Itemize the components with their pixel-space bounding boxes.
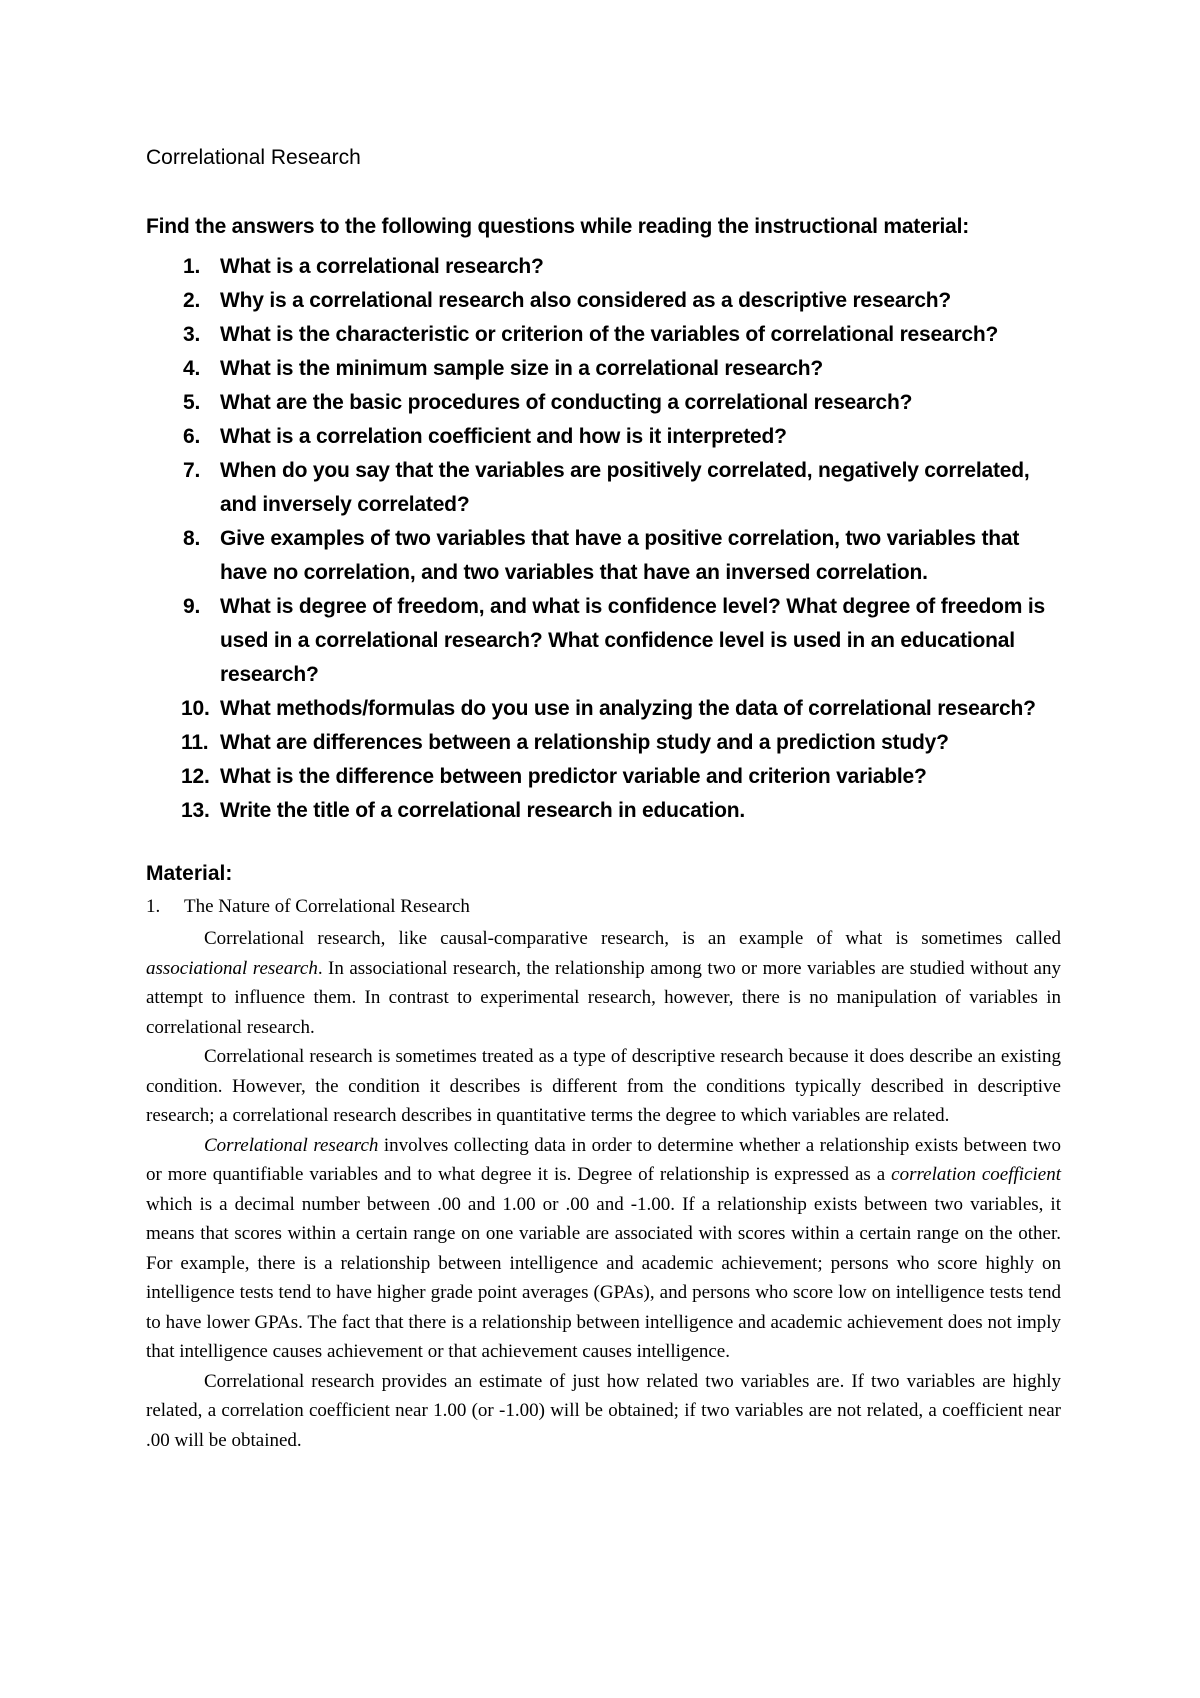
list-item-number: 6. bbox=[183, 425, 201, 448]
list-item-text: Give examples of two variables that have a positive correlation, two variables that have no correlation, and two variables that have an inversed correlation. bbox=[220, 527, 1020, 584]
list-item-number: 13. bbox=[181, 799, 210, 822]
emphasis-term: associational research bbox=[146, 957, 318, 979]
list-item-text: What is a correlational research? bbox=[220, 255, 544, 278]
list-item bbox=[146, 522, 1061, 590]
emphasis-term: correlation coefficient bbox=[891, 1164, 1061, 1185]
material-body bbox=[146, 924, 1061, 1455]
list-item-text: What are differences between a relationship study and a prediction study? bbox=[220, 731, 949, 754]
list-item bbox=[146, 692, 1061, 726]
list-item-text: Write the title of a correlational research in education. bbox=[220, 799, 746, 822]
list-item-text: When do you say that the variables are positively correlated, negatively correlated, and inversely correlated? bbox=[220, 459, 1030, 516]
list-item-number: 8. bbox=[183, 527, 201, 550]
list-item-number: 1. bbox=[183, 255, 201, 278]
list-item bbox=[146, 454, 1061, 522]
paragraph bbox=[146, 1131, 1061, 1367]
list-item-number: 7. bbox=[183, 459, 201, 482]
paragraph-text: Correlational research, like causal-comparative research, is an example of what is sometimes called bbox=[204, 928, 1061, 949]
list-item-text: Why is a correlational research also considered as a descriptive research? bbox=[220, 289, 952, 312]
paragraph: Correlational research provides an estimate of just how related two variables are. If two variables are highly related, a correlation coefficient near 1.00 (or -1.00) will be obtained; if two variables are not related, a coefficient near .00 will be obtained. bbox=[146, 1370, 1061, 1451]
list-item bbox=[146, 590, 1061, 692]
section-heading bbox=[146, 896, 470, 918]
paragraph-text: which is a decimal number between .00 and 1.00 or .00 and -1.00. If a relationship exists between two variables, it means that scores within a certain range on one variable are associated with scores within a certain range on the other. For example, there is a relationship between intelligence and academic achievement; persons who score highly on intelligence tests tend to have higher grade point averages (GPAs), and persons who score low on intelligence tests tend to have lower GPAs. The fact that there is a relationship between intelligence and academic achievement does not imply that intelligence causes achievement or that achievement causes intelligence. bbox=[146, 1193, 1061, 1362]
section-title: The Nature of Correlational Research bbox=[184, 896, 470, 917]
document-title: Correlational Research bbox=[146, 146, 361, 169]
list-item bbox=[146, 420, 1061, 454]
list-item-text: What is the minimum sample size in a correlational research? bbox=[220, 357, 824, 380]
question-list bbox=[146, 250, 1061, 828]
list-item bbox=[146, 760, 1061, 794]
list-item-text: What is the difference between predictor variable and criterion variable? bbox=[220, 765, 927, 788]
emphasis-term: Correlational research bbox=[204, 1134, 379, 1156]
paragraph: Correlational research is sometimes treated as a type of descriptive research because it does describe an existing condition. However, the condition it describes is different from the conditions typically described in descriptive research; a correlational research describes in quantitative terms the degree to which variables are related. bbox=[146, 1046, 1061, 1126]
list-item-number: 5. bbox=[183, 391, 201, 414]
paragraph-text: . In associational research, the relationship among two or more variables are studied without any attempt to influence them. In contrast to experimental research, however, there is no manipulation of variables in correlational research. bbox=[146, 957, 1061, 1038]
list-item-number: 11. bbox=[181, 731, 209, 754]
list-item-text: What are the basic procedures of conducting a correlational research? bbox=[220, 391, 913, 414]
list-item bbox=[146, 352, 1061, 386]
list-item-text: What is degree of freedom, and what is confidence level? What degree of freedom is used in a correlational research? What confidence level is used in an educational research? bbox=[220, 595, 1045, 686]
list-item-number: 10. bbox=[181, 697, 210, 720]
list-item bbox=[146, 318, 1061, 352]
list-item-number: 4. bbox=[183, 357, 201, 380]
list-item-number: 2. bbox=[183, 289, 201, 312]
list-item bbox=[146, 726, 1061, 760]
list-item bbox=[146, 284, 1061, 318]
questions-intro: Find the answers to the following questions while reading the instructional material: bbox=[146, 215, 970, 238]
list-item-text: What methods/formulas do you use in analyzing the data of correlational research? bbox=[220, 697, 1036, 720]
list-item bbox=[146, 794, 1061, 828]
list-item-text: What is a correlation coefficient and how is it interpreted? bbox=[220, 425, 787, 448]
list-item-number: 3. bbox=[183, 323, 201, 346]
list-item-number: 12. bbox=[181, 765, 210, 788]
section-number: 1. bbox=[146, 896, 161, 917]
material-heading: Material: bbox=[146, 862, 233, 885]
paragraph bbox=[146, 924, 1061, 1042]
paragraph-text: involves collecting data in order to determine whether a relationship exists between two or more quantifiable variables and to what degree it is. Degree of relationship is expressed as a bbox=[146, 1134, 1061, 1185]
list-item bbox=[146, 386, 1061, 420]
list-item-number: 9. bbox=[183, 595, 201, 618]
list-item bbox=[146, 250, 1061, 284]
list-item-text: What is the characteristic or criterion of the variables of correlational research? bbox=[220, 323, 999, 346]
